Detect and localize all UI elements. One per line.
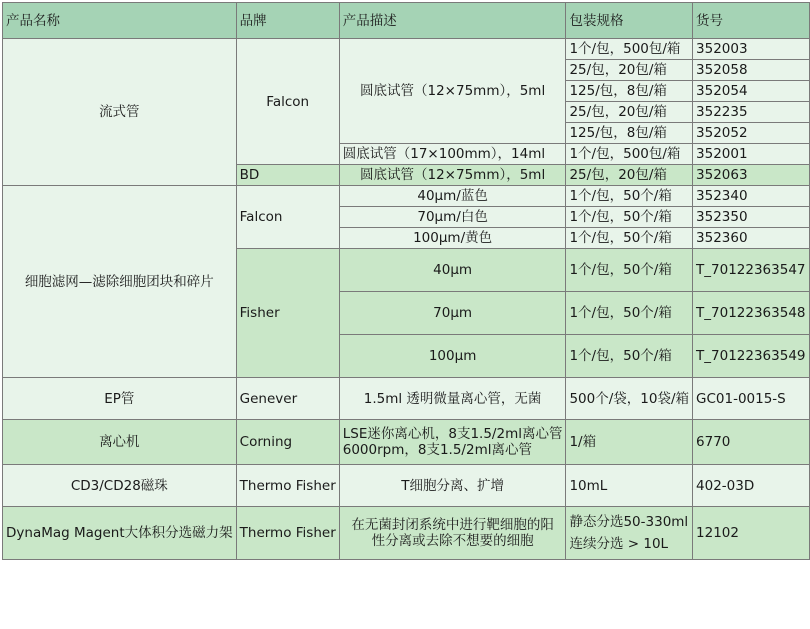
catalog-number-cell: 352001 <box>693 144 809 165</box>
table-row <box>3 507 810 560</box>
table-row <box>3 186 810 207</box>
packaging-cell: 25/包，20包/箱 <box>566 165 693 186</box>
product-table <box>2 2 810 560</box>
packaging-cell: 25/包，20包/箱 <box>566 60 693 81</box>
packaging-cell: 1个/包，50个/箱 <box>566 186 693 207</box>
description-cell: 40μm/蓝色 <box>339 186 566 207</box>
packaging-cell: 1个/包，500包/箱 <box>566 144 693 165</box>
packaging-line: 静态分选50-330ml <box>569 514 689 530</box>
brand-cell: Fisher <box>236 249 339 378</box>
header-catalog-number: 货号 <box>693 3 809 39</box>
product-name-cell: 离心机 <box>3 420 237 465</box>
table-row <box>3 39 810 60</box>
catalog-number-cell: 352350 <box>693 207 809 228</box>
brand-cell: BD <box>236 165 339 186</box>
catalog-number-cell: GC01-0015-S <box>693 378 809 420</box>
brand-cell: Thermo Fisher <box>236 465 339 507</box>
catalog-number-cell: 352340 <box>693 186 809 207</box>
packaging-cell: 1个/包，500包/箱 <box>566 39 693 60</box>
description-line: LSE迷你离心机，8支1.5/2ml离心管 <box>342 426 563 442</box>
description-cell: 100μm <box>339 335 566 378</box>
packaging-cell: 125/包，8包/箱 <box>566 123 693 144</box>
description-cell: 1.5ml 透明微量离心管，无菌 <box>339 378 566 420</box>
description-cell: 100μm/黄色 <box>339 228 566 249</box>
catalog-number-cell: T_70122363548 <box>693 292 809 335</box>
product-name-cell: 细胞滤网—滤除细胞团块和碎片 <box>3 186 237 378</box>
catalog-number-cell: 6770 <box>693 420 809 465</box>
table-row <box>3 378 810 420</box>
packaging-cell: 125/包，8包/箱 <box>566 81 693 102</box>
packaging-cell: 500个/袋，10袋/箱 <box>566 378 693 420</box>
catalog-number-cell: T_70122363549 <box>693 335 809 378</box>
description-cell: 70μm <box>339 292 566 335</box>
description-cell: 70μm/白色 <box>339 207 566 228</box>
packaging-cell: 1个/包，50个/箱 <box>566 228 693 249</box>
catalog-number-cell: 12102 <box>693 507 809 560</box>
brand-cell: Thermo Fisher <box>236 507 339 560</box>
catalog-number-cell: 352235 <box>693 102 809 123</box>
header-row <box>3 3 810 39</box>
product-name-cell: 流式管 <box>3 39 237 186</box>
catalog-number-cell: 352054 <box>693 81 809 102</box>
description-cell: 圆底试管（12×75mm），5ml <box>339 165 566 186</box>
catalog-number-cell: 352360 <box>693 228 809 249</box>
catalog-number-cell: 402-03D <box>693 465 809 507</box>
brand-cell: Falcon <box>236 39 339 165</box>
packaging-cell: 1个/包，50个/箱 <box>566 335 693 378</box>
brand-cell: Falcon <box>236 186 339 249</box>
product-name-cell: EP管 <box>3 378 237 420</box>
catalog-number-cell: 352058 <box>693 60 809 81</box>
header-brand: 品牌 <box>236 3 339 39</box>
catalog-number-cell: 352052 <box>693 123 809 144</box>
packaging-cell: 1/箱 <box>566 420 693 465</box>
description-cell: 圆底试管（12×75mm），5ml <box>339 39 566 144</box>
product-name-cell: CD3/CD28磁珠 <box>3 465 237 507</box>
description-cell <box>339 420 566 465</box>
catalog-number-cell: 352003 <box>693 39 809 60</box>
product-name-cell: DynaMag Magent大体积分选磁力架 <box>3 507 237 560</box>
packaging-cell: 25/包，20包/箱 <box>566 102 693 123</box>
brand-cell: Genever <box>236 378 339 420</box>
packaging-cell: 1个/包，50个/箱 <box>566 249 693 292</box>
description-cell: T细胞分离、扩增 <box>339 465 566 507</box>
catalog-number-cell: 352063 <box>693 165 809 186</box>
packaging-line: 连续分选 > 10L <box>569 536 669 552</box>
description-line: 6000rpm，8支1.5/2ml离心管 <box>342 442 532 458</box>
brand-cell: Corning <box>236 420 339 465</box>
packaging-cell: 1个/包，50个/箱 <box>566 207 693 228</box>
table-row <box>3 465 810 507</box>
header-product-name: 产品名称 <box>3 3 237 39</box>
table-row <box>3 420 810 465</box>
packaging-cell: 1个/包，50个/箱 <box>566 292 693 335</box>
description-cell: 40μm <box>339 249 566 292</box>
description-cell: 圆底试管（17×100mm），14ml <box>339 144 566 165</box>
catalog-number-cell: T_70122363547 <box>693 249 809 292</box>
header-packaging: 包装规格 <box>566 3 693 39</box>
description-line: 性分离或去除不想要的细胞 <box>371 533 534 549</box>
header-description: 产品描述 <box>339 3 566 39</box>
packaging-cell <box>566 507 693 560</box>
packaging-cell: 10mL <box>566 465 693 507</box>
description-line: 在无菌封闭系统中进行靶细胞的阳 <box>351 517 554 533</box>
description-cell <box>339 507 566 560</box>
